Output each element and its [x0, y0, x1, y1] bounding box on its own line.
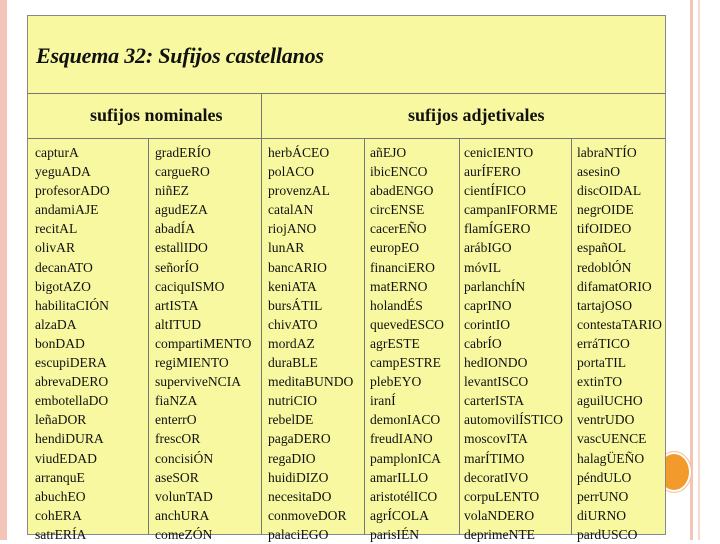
suffix-word: demonIACO: [370, 412, 441, 428]
suffix-word: satrERÍA: [35, 526, 87, 542]
suffix-word: conmoveDOR: [268, 507, 347, 523]
suffix-word: móvIL: [464, 259, 501, 275]
suffix-word: agudEZA: [155, 202, 208, 218]
suffix-word: añEJO: [370, 145, 407, 160]
header-sufijos-nominales: sufijos nominales: [90, 105, 223, 125]
suffix-word: compartiMENTO: [155, 335, 252, 351]
suffix-word: aristotélICO: [370, 488, 438, 504]
suffix-word: freudIANO: [370, 431, 433, 447]
suffix-word: abuchEO: [35, 488, 86, 504]
suffix-word: andamiAJE: [35, 202, 99, 218]
suffix-word: levantISCO: [464, 374, 529, 390]
suffix-word: polACO: [268, 164, 315, 180]
suffix-word: cabrÍO: [464, 335, 502, 351]
suffix-word: parlanchÍN: [464, 278, 526, 294]
suffix-word: bancARIO: [268, 259, 327, 275]
suffix-word: anchURA: [155, 507, 210, 523]
suffix-word: nutriCIO: [268, 393, 318, 409]
scheme-title: Esquema 32: Sufijos castellanos: [36, 43, 324, 68]
suffix-word: habilitaCIÓN: [35, 297, 109, 313]
suffix-word: comeZÓN: [155, 526, 213, 542]
suffix-word: abadÍA: [155, 221, 196, 237]
suffix-word: altITUD: [155, 316, 202, 332]
suffix-word: capturA: [35, 145, 79, 160]
suffix-word: escupiDERA: [35, 355, 107, 371]
suffix-word: tartajOSO: [577, 297, 633, 313]
suffix-word: labraNTÍO: [577, 145, 637, 160]
suffix-word: contestaTARIO: [577, 316, 662, 332]
suffix-word: difamatORIO: [577, 278, 652, 294]
suffix-word: rebelDE: [268, 412, 314, 428]
suffix-word: concisiÓN: [155, 450, 214, 466]
suffix-column-3: [268, 143, 353, 544]
suffix-word: negrOIDE: [577, 202, 634, 218]
suffix-word: redoblÓN: [577, 259, 632, 275]
suffix-word: extinTO: [577, 374, 623, 390]
suffix-word: arranquE: [35, 469, 85, 485]
suffix-word: aseSOR: [155, 469, 199, 485]
suffix-word: abadENGO: [370, 183, 434, 199]
suffix-word: recitAL: [35, 221, 78, 237]
suffix-word: huidiDIZO: [268, 469, 329, 485]
suffix-word: europEO: [370, 240, 420, 256]
suffix-word: parisIÉN: [370, 526, 420, 542]
suffix-word: meditaBUNDO: [268, 374, 354, 390]
suffix-word: herbÁCEO: [268, 145, 330, 160]
suffix-word: automovilÍSTICO: [464, 412, 563, 428]
suffix-word: necesitaDO: [268, 488, 332, 504]
suffix-word: marÍTIMO: [464, 450, 525, 466]
major-divider: [261, 93, 262, 534]
suffix-word: portaTIL: [577, 355, 627, 371]
suffix-word: pardUSCO: [577, 526, 638, 542]
suffix-word: fiaNZA: [155, 393, 198, 409]
suffix-word: bursÁTIL: [268, 297, 323, 313]
header-divider: [28, 93, 665, 94]
suffix-word: riojANO: [268, 221, 317, 237]
suffix-column-1: [35, 143, 110, 544]
suffix-word: bigotAZO: [35, 278, 91, 294]
suffix-word: plebEYO: [370, 374, 422, 390]
suffix-word: yeguADA: [35, 164, 91, 180]
suffix-word: diURNO: [577, 507, 627, 523]
suffix-word: discOIDAL: [577, 183, 642, 199]
suffix-word: profesorADO: [35, 183, 110, 199]
suffix-word: cacerEÑO: [370, 221, 427, 237]
suffix-word: gradERÍO: [155, 145, 211, 160]
suffix-word: caciquISMO: [155, 278, 225, 294]
suffix-word: cohERA: [35, 507, 82, 523]
suffix-column-6: [577, 143, 662, 544]
suffix-word: duraBLE: [268, 355, 318, 371]
suffix-word: moscovITA: [464, 431, 528, 447]
suffix-word: chivATO: [268, 316, 318, 332]
suffix-word: agrÍCOLA: [370, 507, 429, 523]
suffix-word: campESTRE: [370, 355, 441, 371]
suffix-word: enterrO: [155, 412, 197, 428]
suffix-word: deprimeNTE: [464, 526, 535, 542]
suffix-word: olivAR: [35, 240, 76, 256]
suffix-word: estallIDO: [155, 240, 208, 256]
suffix-word: matERNO: [370, 278, 428, 294]
suffix-word: carterISTA: [464, 393, 525, 409]
suffix-word: pamplonICA: [370, 450, 441, 466]
suffix-word: frescOR: [155, 431, 201, 447]
suffix-word: lunAR: [268, 240, 305, 256]
suffix-word: alzaDA: [35, 316, 77, 332]
suffix-column-2: [155, 143, 251, 544]
suffix-word: hendiDURA: [35, 431, 104, 447]
suffix-word: decanATO: [35, 259, 93, 275]
suffix-word: campanIFORME: [464, 202, 558, 218]
suffix-word: artISTA: [155, 297, 199, 313]
suffix-word: keniATA: [268, 278, 317, 294]
suffix-word: superviveNCIA: [155, 374, 242, 390]
suffix-word: iranÍ: [370, 393, 396, 409]
suffix-word: cenicIENTO: [464, 145, 534, 160]
suffix-word: agrESTE: [370, 335, 420, 351]
suffix-word: señorÍO: [155, 259, 199, 275]
subheader-divider: [28, 138, 665, 139]
suffix-word: palaciEGO: [268, 526, 329, 542]
column-divider: [364, 138, 365, 534]
suffix-word: leñaDOR: [35, 412, 87, 428]
suffix-word: viudEDAD: [35, 450, 97, 466]
suffix-word: niñEZ: [155, 183, 189, 199]
suffix-word: catalAN: [268, 202, 314, 218]
suffix-word: ibicENCO: [370, 164, 428, 180]
suffix-word: financiERO: [370, 259, 435, 275]
scheme-table: [27, 15, 666, 542]
suffix-word: cientÍFICO: [464, 183, 526, 199]
suffix-word: regaDIO: [268, 450, 316, 466]
header-sufijos-adjetivales: sufijos adjetivales: [408, 105, 545, 125]
suffix-column-4: [370, 143, 444, 544]
slide-frame-right-inner: [698, 0, 700, 540]
column-divider: [571, 138, 572, 534]
suffix-word: volunTAD: [155, 488, 213, 504]
suffix-word: corintIO: [464, 316, 511, 332]
suffix-word: tifOIDEO: [577, 221, 632, 237]
suffix-word: flamÍGERO: [464, 221, 531, 237]
suffix-word: halagÜEÑO: [577, 450, 645, 466]
slide-frame-right: [690, 0, 693, 540]
suffix-word: españOL: [577, 240, 627, 256]
suffix-word: volaNDERO: [464, 507, 535, 523]
suffix-word: amarILLO: [370, 469, 429, 485]
suffix-word: aurÍFERO: [464, 164, 521, 180]
suffix-word: vascUENCE: [577, 431, 647, 447]
suffix-word: holandÉS: [370, 297, 423, 313]
suffix-word: abrevaDERO: [35, 374, 109, 390]
suffix-word: perrUNO: [577, 488, 629, 504]
column-divider: [148, 138, 149, 534]
suffix-column-5: [464, 143, 563, 544]
suffix-word: embotellaDO: [35, 393, 109, 409]
suffix-word: pagaDERO: [268, 431, 331, 447]
suffix-word: circENSE: [370, 202, 425, 218]
suffix-word: quevedESCO: [370, 316, 445, 332]
suffix-word: decoratIVO: [464, 469, 529, 485]
suffix-word: hedIONDO: [464, 355, 528, 371]
suffix-word: corpuLENTO: [464, 488, 540, 504]
suffix-word: péndULO: [577, 469, 632, 485]
suffix-word: caprINO: [464, 297, 512, 313]
suffix-word: erráTICO: [577, 335, 630, 351]
suffix-word: ventrUDO: [577, 412, 635, 428]
slide-frame-left: [0, 0, 7, 540]
suffix-word: mordAZ: [268, 335, 315, 351]
suffix-word: regiMIENTO: [155, 355, 229, 371]
suffix-word: cargueRO: [155, 164, 210, 180]
suffix-word: bonDAD: [35, 335, 85, 351]
suffix-word: arábIGO: [464, 240, 512, 256]
suffix-word: provenzAL: [268, 183, 330, 199]
suffix-word: aguilUCHO: [577, 393, 643, 409]
column-divider: [459, 138, 460, 534]
suffix-word: asesinO: [577, 164, 621, 180]
